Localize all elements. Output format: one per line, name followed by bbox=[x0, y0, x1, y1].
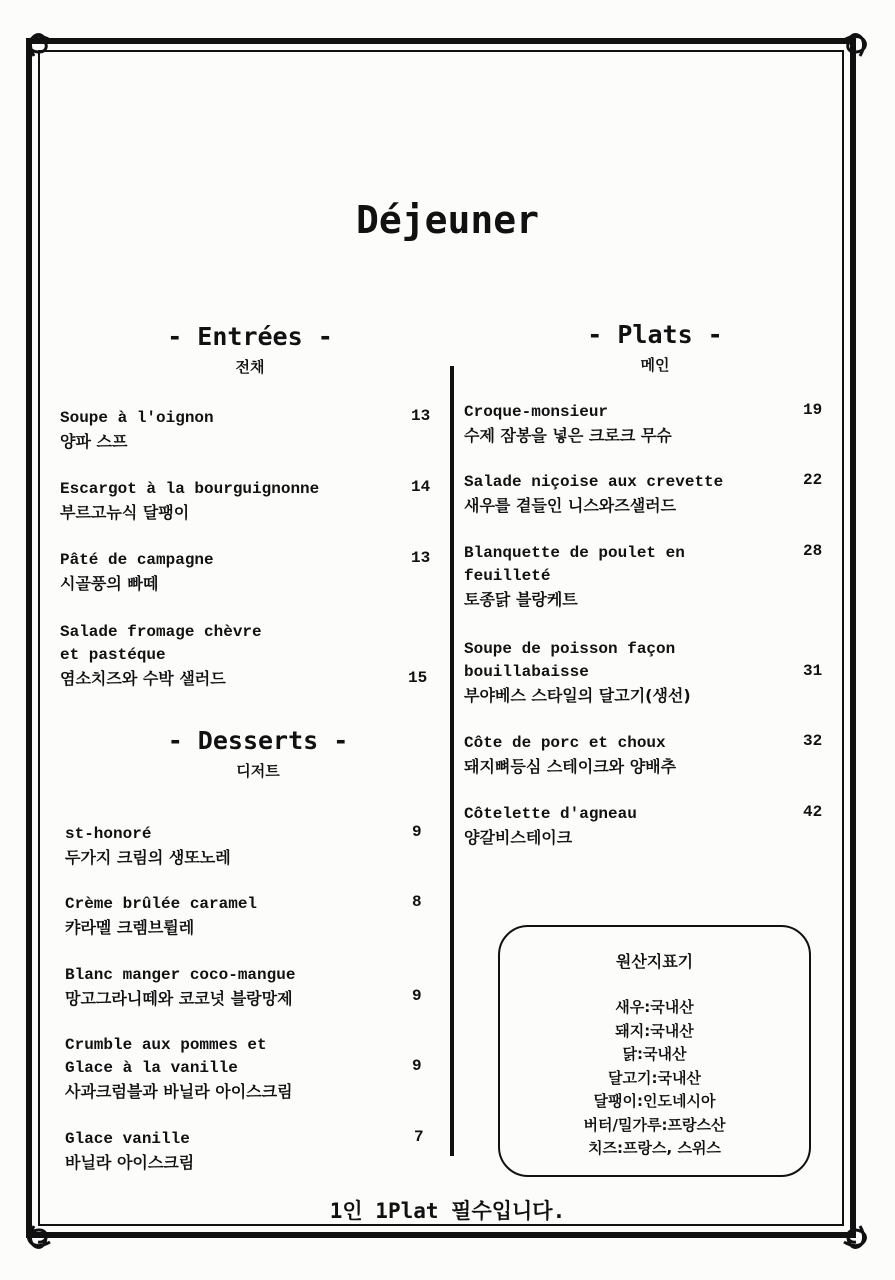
corner-flourish-icon bbox=[20, 26, 64, 70]
menu-item: Côtelette d'agneau 양갈비스테이크 bbox=[464, 805, 637, 847]
menu-item: Blanc manger coco-mangue 망고그라니떼와 코코넛 블랑망제 bbox=[65, 966, 296, 1008]
origin-line: 달팽이:인도네시아 bbox=[593, 1092, 716, 1110]
desserts-subheading: 디저트 bbox=[236, 762, 280, 780]
entrees-subheading: 전채 bbox=[235, 358, 265, 376]
origin-line: 버터/밀가루:프랑스산 bbox=[583, 1115, 726, 1134]
menu-item-price: 32 bbox=[803, 732, 823, 750]
menu-item-price: 13 bbox=[411, 549, 431, 567]
menu-item-price: 42 bbox=[803, 803, 823, 821]
menu-item: Soupe de poisson façon bouillabaisse 부야베스 스타일의 달고기(생선) bbox=[464, 640, 691, 705]
origin-line: 돼지:국내산 bbox=[615, 1021, 694, 1040]
origin-title: 원산지표기 bbox=[615, 952, 694, 971]
menu-item-price: 31 bbox=[803, 662, 823, 680]
menu-item-price: 9 bbox=[412, 987, 422, 1005]
menu-item: Croque-monsieur 수제 잠봉을 넣은 크로크 무슈 bbox=[464, 403, 672, 445]
menu-item-price: 13 bbox=[411, 407, 431, 425]
menu-item: Glace vanille 바닐라 아이스크림 bbox=[65, 1130, 195, 1172]
menu-item: Pâté de campagne 시골풍의 빠떼 bbox=[60, 551, 214, 593]
menu-item-price: 8 bbox=[412, 893, 422, 911]
menu-item-price: 14 bbox=[411, 478, 431, 496]
desserts-heading: - Desserts - bbox=[167, 726, 349, 755]
entrees-heading: - Entrées - bbox=[167, 322, 333, 351]
corner-flourish-icon bbox=[830, 26, 874, 70]
menu-item-price: 9 bbox=[412, 1057, 422, 1075]
column-divider bbox=[450, 366, 454, 1156]
footer-note: 1인 1Plat 필수입니다. bbox=[329, 1199, 566, 1223]
menu-item: st-honoré 두가지 크림의 생또노레 bbox=[65, 825, 231, 867]
plats-heading: - Plats - bbox=[587, 320, 723, 349]
origin-line: 치즈:프랑스, 스위스 bbox=[588, 1139, 721, 1157]
origin-line: 달고기:국내산 bbox=[608, 1068, 701, 1087]
menu-item-price: 19 bbox=[803, 401, 823, 419]
origin-list bbox=[500, 996, 809, 1161]
menu-item: Crème brûlée caramel 캬라멜 크렘브륄레 bbox=[65, 895, 258, 937]
origin-info-box bbox=[498, 925, 811, 1177]
menu-item-price: 7 bbox=[414, 1128, 424, 1146]
menu-item: Salade fromage chèvre et pastéque 염소치즈와 수박 샐러드 bbox=[60, 623, 262, 688]
menu-item: Salade niçoise aux crevette 새우를 곁들인 니스와즈샐러드 bbox=[464, 473, 724, 515]
menu-item: Blanquette de poulet en feuilleté 토종닭 블랑케트 bbox=[464, 544, 685, 609]
menu-item: Côte de porc et choux 돼지뼈등심 스테이크와 양배추 bbox=[464, 734, 677, 776]
menu-title: Déjeuner bbox=[355, 198, 540, 242]
menu-item: Escargot à la bourguignonne 부르고뉴식 달팽이 bbox=[60, 480, 320, 522]
menu-item-price: 9 bbox=[412, 823, 422, 841]
plats-subheading: 메인 bbox=[640, 356, 670, 374]
menu-item-price: 15 bbox=[408, 669, 428, 687]
menu-item: Crumble aux pommes et Glace à la vanille 사과크럼블과 바닐라 아이스크림 bbox=[65, 1036, 293, 1101]
origin-line: 새우:국내산 bbox=[615, 998, 694, 1016]
menu-item-price: 22 bbox=[803, 471, 823, 489]
menu-item-price: 28 bbox=[803, 542, 823, 560]
origin-line: 닭:국내산 bbox=[622, 1045, 687, 1063]
menu-item: Soupe à l'oignon 양파 스프 bbox=[60, 409, 214, 451]
